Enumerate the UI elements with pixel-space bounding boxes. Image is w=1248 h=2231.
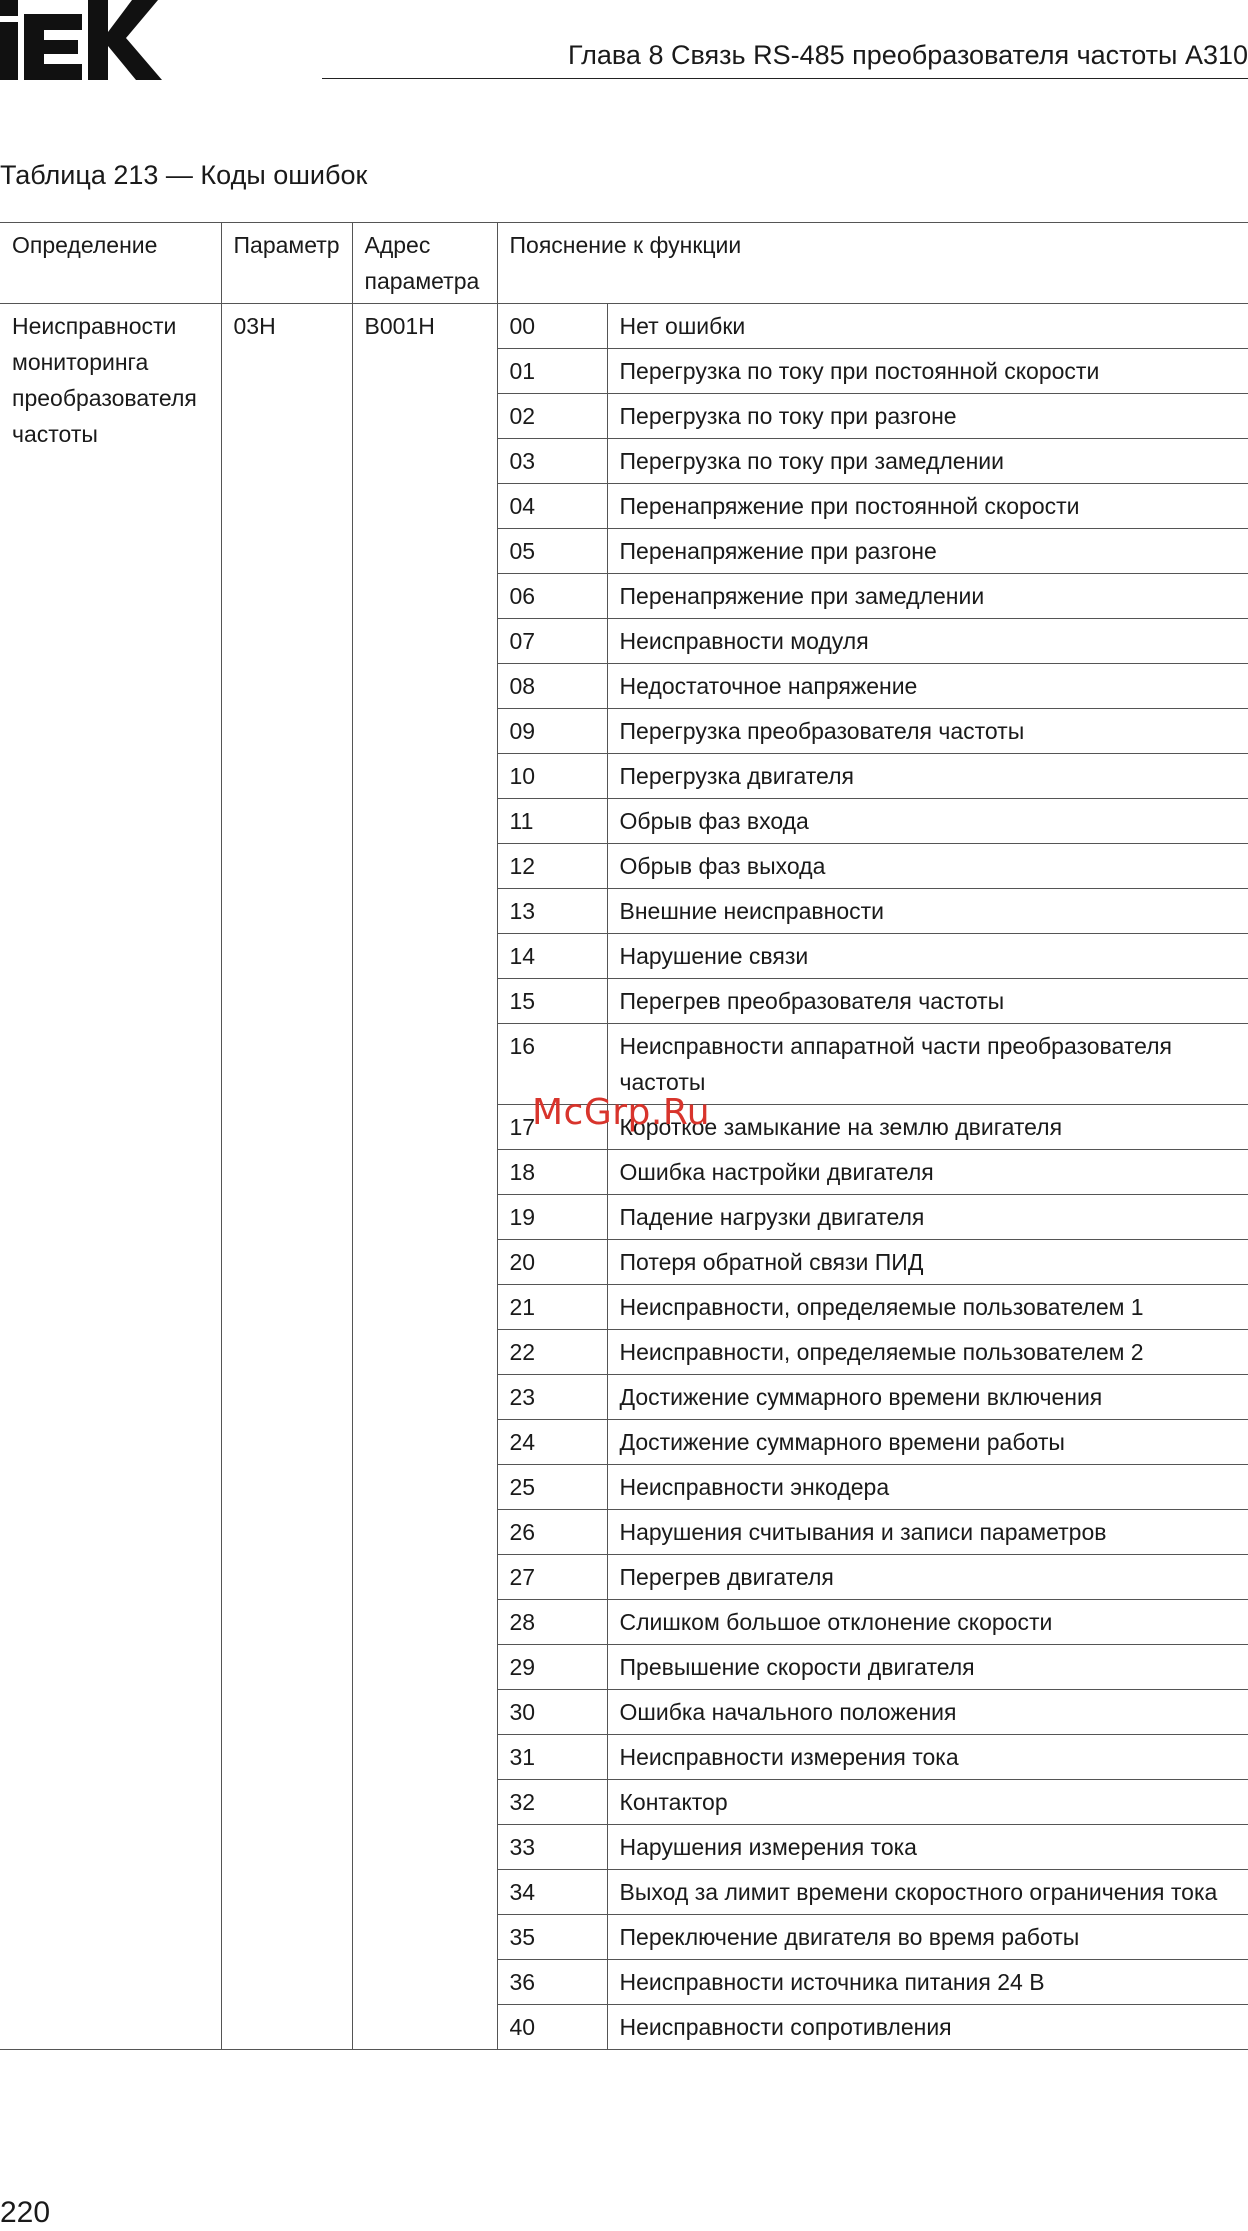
error-code: 06 xyxy=(497,574,607,619)
error-description: Короткое замыкание на землю двигателя xyxy=(607,1105,1248,1150)
column-header-parameter: Параметр xyxy=(221,223,352,304)
error-description: Потеря обратной связи ПИД xyxy=(607,1240,1248,1285)
column-header-explanation: Пояснение к функции xyxy=(497,223,1248,304)
error-description: Выход за лимит времени скоростного ограничения тока xyxy=(607,1870,1248,1915)
error-description: Неисправности, определяемые пользователем 1 xyxy=(607,1285,1248,1330)
error-code: 32 xyxy=(497,1780,607,1825)
watermark: McGrp.Ru xyxy=(532,1092,711,1133)
error-code: 24 xyxy=(497,1420,607,1465)
error-code: 18 xyxy=(497,1150,607,1195)
error-description: Достижение суммарного времени включения xyxy=(607,1375,1248,1420)
error-code: 22 xyxy=(497,1330,607,1375)
error-description: Нарушение связи xyxy=(607,934,1248,979)
error-code: 04 xyxy=(497,484,607,529)
table-header-row xyxy=(0,223,1248,304)
error-code: 08 xyxy=(497,664,607,709)
error-codes-table xyxy=(0,222,1248,2050)
error-description: Неисправности сопротивления xyxy=(607,2005,1248,2050)
error-description: Слишком большое отклонение скорости xyxy=(607,1600,1248,1645)
error-description: Обрыв фаз выхода xyxy=(607,844,1248,889)
error-description: Неисправности измерения тока xyxy=(607,1735,1248,1780)
error-description: Нарушения считывания и записи параметров xyxy=(607,1510,1248,1555)
header-divider xyxy=(322,78,1248,79)
error-description: Перегрузка по току при постоянной скорости xyxy=(607,349,1248,394)
error-description: Неисправности модуля xyxy=(607,619,1248,664)
error-description: Перегрузка двигателя xyxy=(607,754,1248,799)
error-description: Неисправности, определяемые пользователем 2 xyxy=(607,1330,1248,1375)
error-code: 34 xyxy=(497,1870,607,1915)
error-code: 16 xyxy=(497,1024,607,1105)
table-body xyxy=(0,304,1248,2050)
error-code: 00 xyxy=(497,304,607,349)
error-code: 15 xyxy=(497,979,607,1024)
error-code: 35 xyxy=(497,1915,607,1960)
error-description: Достижение суммарного времени работы xyxy=(607,1420,1248,1465)
error-code: 11 xyxy=(497,799,607,844)
error-description: Внешние неисправности xyxy=(607,889,1248,934)
error-code: 30 xyxy=(497,1690,607,1735)
error-description: Перегрев двигателя xyxy=(607,1555,1248,1600)
error-code: 36 xyxy=(497,1960,607,2005)
error-code: 29 xyxy=(497,1645,607,1690)
error-code: 10 xyxy=(497,754,607,799)
iek-logo xyxy=(0,0,164,80)
error-description: Нет ошибки xyxy=(607,304,1248,349)
error-code: 13 xyxy=(497,889,607,934)
error-description: Перегрузка по току при разгоне xyxy=(607,394,1248,439)
error-code: 20 xyxy=(497,1240,607,1285)
error-description: Нарушения измерения тока xyxy=(607,1825,1248,1870)
error-code: 28 xyxy=(497,1600,607,1645)
error-description: Недостаточное напряжение xyxy=(607,664,1248,709)
error-description: Падение нагрузки двигателя xyxy=(607,1195,1248,1240)
error-description: Переключение двигателя во время работы xyxy=(607,1915,1248,1960)
error-code: 26 xyxy=(497,1510,607,1555)
column-header-definition: Определение xyxy=(0,223,221,304)
error-code: 03 xyxy=(497,439,607,484)
page-number: 220 xyxy=(0,2196,51,2229)
error-code: 12 xyxy=(497,844,607,889)
error-code: 23 xyxy=(497,1375,607,1420)
error-description: Перегрузка преобразователя частоты xyxy=(607,709,1248,754)
error-code: 27 xyxy=(497,1555,607,1600)
error-description: Превышение скорости двигателя xyxy=(607,1645,1248,1690)
error-code: 40 xyxy=(497,2005,607,2050)
error-code: 01 xyxy=(497,349,607,394)
error-description: Перенапряжение при разгоне xyxy=(607,529,1248,574)
error-description: Перенапряжение при постоянной скорости xyxy=(607,484,1248,529)
table-caption: Таблица 213 — Коды ошибок xyxy=(0,160,368,190)
error-description: Обрыв фаз входа xyxy=(607,799,1248,844)
error-code: 31 xyxy=(497,1735,607,1780)
group-address: B001H xyxy=(352,304,497,2050)
error-code: 25 xyxy=(497,1465,607,1510)
error-code: 33 xyxy=(497,1825,607,1870)
error-code: 02 xyxy=(497,394,607,439)
error-description: Ошибка настройки двигателя xyxy=(607,1150,1248,1195)
column-header-address: Адрес параметра xyxy=(352,223,497,304)
error-description: Ошибка начального положения xyxy=(607,1690,1248,1735)
error-code: 21 xyxy=(497,1285,607,1330)
error-description: Неисправности источника питания 24 В xyxy=(607,1960,1248,2005)
error-description: Неисправности энкодера xyxy=(607,1465,1248,1510)
group-parameter: 03H xyxy=(221,304,352,2050)
error-code: 07 xyxy=(497,619,607,664)
error-code: 14 xyxy=(497,934,607,979)
error-code: 17 xyxy=(497,1105,607,1150)
error-description: Перегрузка по току при замедлении xyxy=(607,439,1248,484)
error-code: 19 xyxy=(497,1195,607,1240)
error-description: Неисправности аппаратной части преобразователя частоты xyxy=(607,1024,1248,1105)
error-code: 05 xyxy=(497,529,607,574)
error-description: Контактор xyxy=(607,1780,1248,1825)
chapter-title: Глава 8 Связь RS-485 преобразователя частоты A310 xyxy=(568,40,1248,70)
error-description: Перенапряжение при замедлении xyxy=(607,574,1248,619)
error-code: 09 xyxy=(497,709,607,754)
error-description: Перегрев преобразователя частоты xyxy=(607,979,1248,1024)
group-definition: Неисправности мониторинга преобразователя частоты xyxy=(0,304,221,2050)
table-row xyxy=(0,304,1248,349)
